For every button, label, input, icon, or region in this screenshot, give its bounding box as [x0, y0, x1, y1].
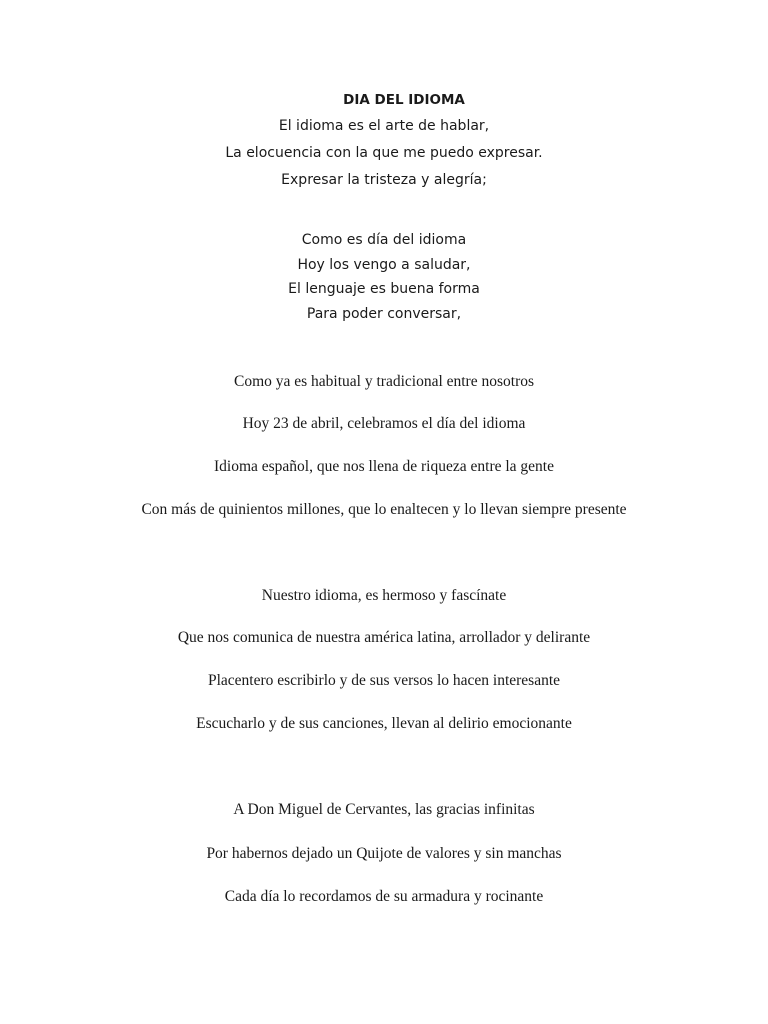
stanza-5-line-1: A Don Miguel de Cervantes, las gracias infinitas [233, 801, 535, 818]
stanza-2-line-1: Como es día del idioma [301, 232, 467, 248]
stanza-5-line-2: Por habernos dejado un Quijote de valores y sin manchas [206, 845, 562, 862]
stanza-1-line-1: El idioma es el arte de hablar, [278, 118, 490, 134]
stanza-3-line-1: Como ya es habitual y tradicional entre nosotros [233, 373, 535, 390]
stanza-1-line-2: La elocuencia con la que me puedo expresar. [225, 145, 543, 161]
stanza-2-line-2: Hoy los vengo a saludar, [297, 257, 471, 273]
stanza-3-line-2: Hoy 23 de abril, celebramos el día del idioma [242, 415, 526, 432]
stanza-4-line-4: Escucharlo y de sus canciones, llevan al delirio emocionante [196, 715, 572, 732]
stanza-3-line-3: Idioma español, que nos llena de riqueza entre la gente [213, 458, 554, 475]
stanza-5-line-3: Cada día lo recordamos de su armadura y rocinante [224, 888, 544, 905]
stanza-4-line-2: Que nos comunica de nuestra américa latina, arrollador y delirante [177, 629, 591, 646]
stanza-1-line-3: Expresar la tristeza y alegría; [281, 172, 487, 188]
stanza-4-line-1: Nuestro idioma, es hermoso y fascínate [261, 587, 507, 604]
poem-title: DIA DEL IDIOMA [343, 92, 465, 108]
stanza-4-line-3: Placentero escribirlo y de sus versos lo hacen interesante [207, 672, 561, 689]
stanza-2-line-3: El lenguaje es buena forma [288, 281, 480, 297]
stanza-2-line-4: Para poder conversar, [306, 306, 462, 322]
stanza-3-line-4: Con más de quinientos millones, que lo enaltecen y lo llevan siempre presente [141, 501, 627, 518]
